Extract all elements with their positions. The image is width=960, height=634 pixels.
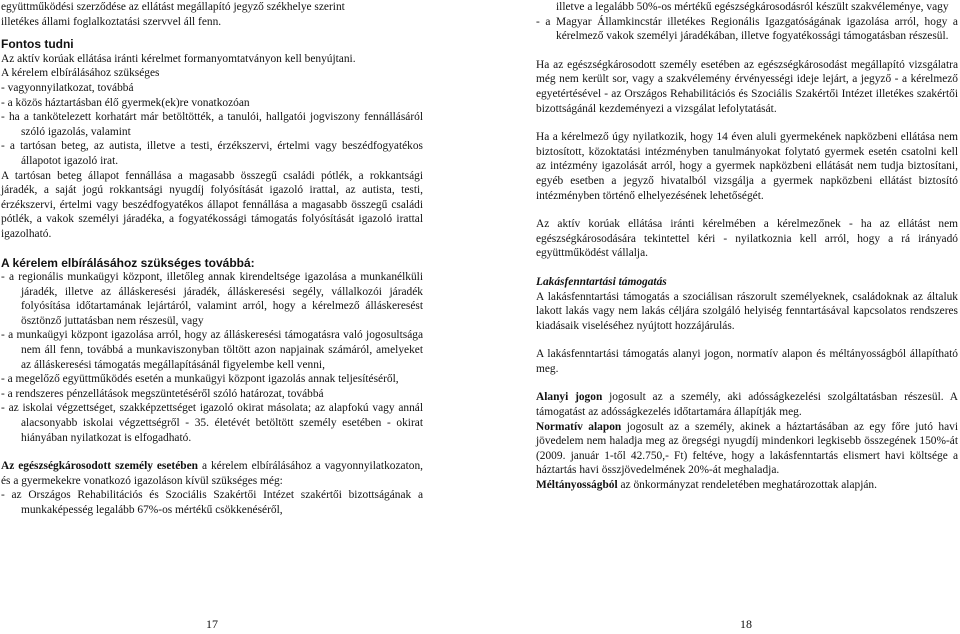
tovabba-heading: A kérelem elbírálásához szükséges továbbá:	[1, 255, 255, 270]
tovabba-item: - a regionális munkaügyi központ, illetőleg annak kirendeltsége igazolása a munkanélküli járadék, illetve az álláskeresési járadék, álláskeresési segély, vállalkozói járadék folyósítása időtartamának lejártáról, valamint arról, hogy a kérelmező álláskeresést ösztönző juttatásban nem részesül, vagy	[1, 271, 423, 327]
continued-item: illetve a legalább 50%-os mértékű egészségkárosodásról készült szakvéleménye, vagy	[556, 1, 949, 13]
lakasfenntartasi-definition: A lakásfenntartási támogatás a szociálisan rászorult személyeknek, családoknak az általuk lakott lakás vagy nem lakás céljára szolgáló helyiség fenntartásával kapcsolatos rendszeres kiadásaik viseléséhez nyújtott hozzájárulás.	[536, 290, 958, 332]
meltanyossag-text: az önkormányzat rendeletében meghatározottak alapján.	[617, 479, 877, 492]
vizsgalat-paragraph: Ha az egészségkárosodott személy esetében az egészségkárosodást megállapító vizsgálatra még nem került sor, vagy a szakvélemény érvényességi ideje lejárt, a jegyző - a kérelmező egyetértésével - az Országos Rehabilitációs és Szociális Szakértői Intézet illetékes szakértői bizottságánál kezdeményezi a vizsgálat lefolytatását.	[536, 58, 958, 115]
tovabba-item: - a rendszeres pénzellátások megszüntetéséről szóló határozat, továbbá	[1, 387, 324, 400]
required-item: - ha a tankötelezett korhatárt már betöltötték, a tanulói, hallgatói jogviszony fennállásáról szóló igazolás, valamint	[1, 111, 423, 138]
tovabba-item: - a megelőző együttműködés esetén a munkaügyi központ igazolás annak teljesítéséről,	[1, 373, 399, 386]
fontos-tudni-heading: Fontos tudni	[1, 37, 74, 52]
tovabba-item: - az iskolai végzettséget, szakképzettséget igazoló okirat másolata; az alapfokú vagy annál alacsonyabb iskolai végzettségről - 35. életévét betöltött személy esetében - okirat hiányában nyilatkozat is elfogadható.	[1, 402, 423, 444]
lakasfenntartasi-heading: Lakásfenntartási támogatás	[536, 275, 667, 288]
egeszsegkarosodott-bold: Az egészségkárosodott személy esetében	[1, 460, 198, 473]
meltanyossag-bold: Méltányosságból	[536, 479, 618, 492]
normativ-alapon-paragraph	[536, 420, 958, 478]
fontos-tudni-text: Az aktív korúak ellátása iránti kérelmet formanyomtatványon kell benyújtani.	[1, 52, 356, 65]
kerelem-intro: A kérelem elbírálásához szükséges	[1, 67, 160, 80]
top-line-2: illetékes állami foglalkoztatási szervvel áll fenn.	[1, 15, 222, 28]
egyuttmukodes-paragraph: Az aktív korúak ellátása iránti kérelmében a kérelmezőnek - ha az ellátást nem egészségkárosodására tekintettel kéri - nyilatkoznia kell arról, hogy a rá irányadó együttműködést vállalja.	[536, 218, 958, 260]
magyar-allamkincstar-item: - a Magyar Államkincstár illetékes Regionális Igazgatóságának igazolása arról, hogy a kérelmező vakok személyi járadékában, illetve fogyatékossági támogatásban részesül.	[536, 15, 958, 43]
page-number-right: 18	[740, 617, 752, 631]
page-17-column	[1, 0, 423, 518]
page-number-left: 17	[206, 617, 218, 631]
egeszsegkarosodott-text: a kérelem elbírálásához a vagyonnyilatkozaton, és a gyermekekre vonatkozó igazoláson kívül szükséges még:	[1, 460, 423, 487]
napkozbeni-ellatas-paragraph: Ha a kérelmező úgy nyilatkozik, hogy 14 éven aluli gyermekének napközbeni ellátása nem biztosított, közoktatási intézményben tanulmányokat folytató gyermek esetén csatolni kell az intézmény igazolását arról, hogy a gyermek napközbeni ellátását nem tudja biztosítani, egyéb esetben a jegyző hivatalból vizsgálja a gyermek napközbeni ellátást biztosító intézményben történő elhelyezésének lehetőségét.	[536, 131, 958, 202]
required-item: - a közös háztartásban élő gyermek(ek)re vonatkozóan	[1, 96, 250, 109]
meltanyossag-paragraph	[536, 478, 958, 493]
required-item: - a tartósan beteg, az autista, illetve a testi, érzékszervi, értelmi vagy beszédfogyatékos állapotot igazoló irat.	[1, 140, 423, 167]
tartosan-beteg-paragraph: A tartósan beteg állapot fennállása a magasabb összegű családi pótlék, a rokkantsági járadék, a saját jogú rokkantsági nyugdíj folyósítását igazoló irattal, az autista, testi, érzékszervi, értelmi vagy beszédfogyatékos állapot fennállása a magasabb összegű családi pótlék, a vakok személyi járadéka, a fogyatékossági támogatás folyósítását igazoló irattal igazolható.	[1, 169, 423, 240]
alanyi-jogon-paragraph	[536, 390, 958, 419]
alanyi-jogon-bold: Alanyi jogon	[536, 391, 603, 404]
egeszsegkarosodott-item: - az Országos Rehabilitációs és Szociális Szakértői Intézet szakértői bizottságának a munkaképesség legalább 67%-os mértékű csökkenéséről,	[1, 489, 423, 516]
tovabba-item: - a munkaügyi központ igazolása arról, hogy az álláskeresési támogatásra való jogosultsága nem áll fenn, továbbá a munkaviszonyban töltött azon napjainak számáról, amelyeket az álláskeresési támogatás megállapításánál figyelembe kell venni,	[1, 329, 423, 371]
egeszsegkarosodott-paragraph	[1, 459, 423, 488]
normativ-alapon-bold: Normatív alapon	[536, 420, 622, 433]
page-18-column	[536, 0, 958, 493]
lakasfenntartasi-jogcimek: A lakásfenntartási támogatás alanyi jogon, normatív alapon és méltányosságból állapítható meg.	[536, 348, 958, 375]
alanyi-jogon-text: jogosult az a személy, aki adósságkezelési szolgáltatásban részesül. A támogatást az adósságkezelés időtartamára állapítják meg.	[536, 391, 958, 419]
normativ-alapon-text: jogosult az a személy, akinek a háztartásában az egy főre jutó havi jövedelem nem haladja meg az öregségi nyugdíj mindenkori legkisebb összegének 150%-át (2009. január 1-től 42.750,- Ft) feltéve, hogy a lakásfenntartás elismert havi költsége a háztartás havi összjövedelmének 20%-át meghaladja.	[536, 420, 959, 477]
required-item: - vagyonnyilatkozat, továbbá	[1, 81, 134, 94]
top-line-1: együttműködési szerződése az ellátást megállapító jegyző székhelye szerint	[1, 1, 345, 13]
